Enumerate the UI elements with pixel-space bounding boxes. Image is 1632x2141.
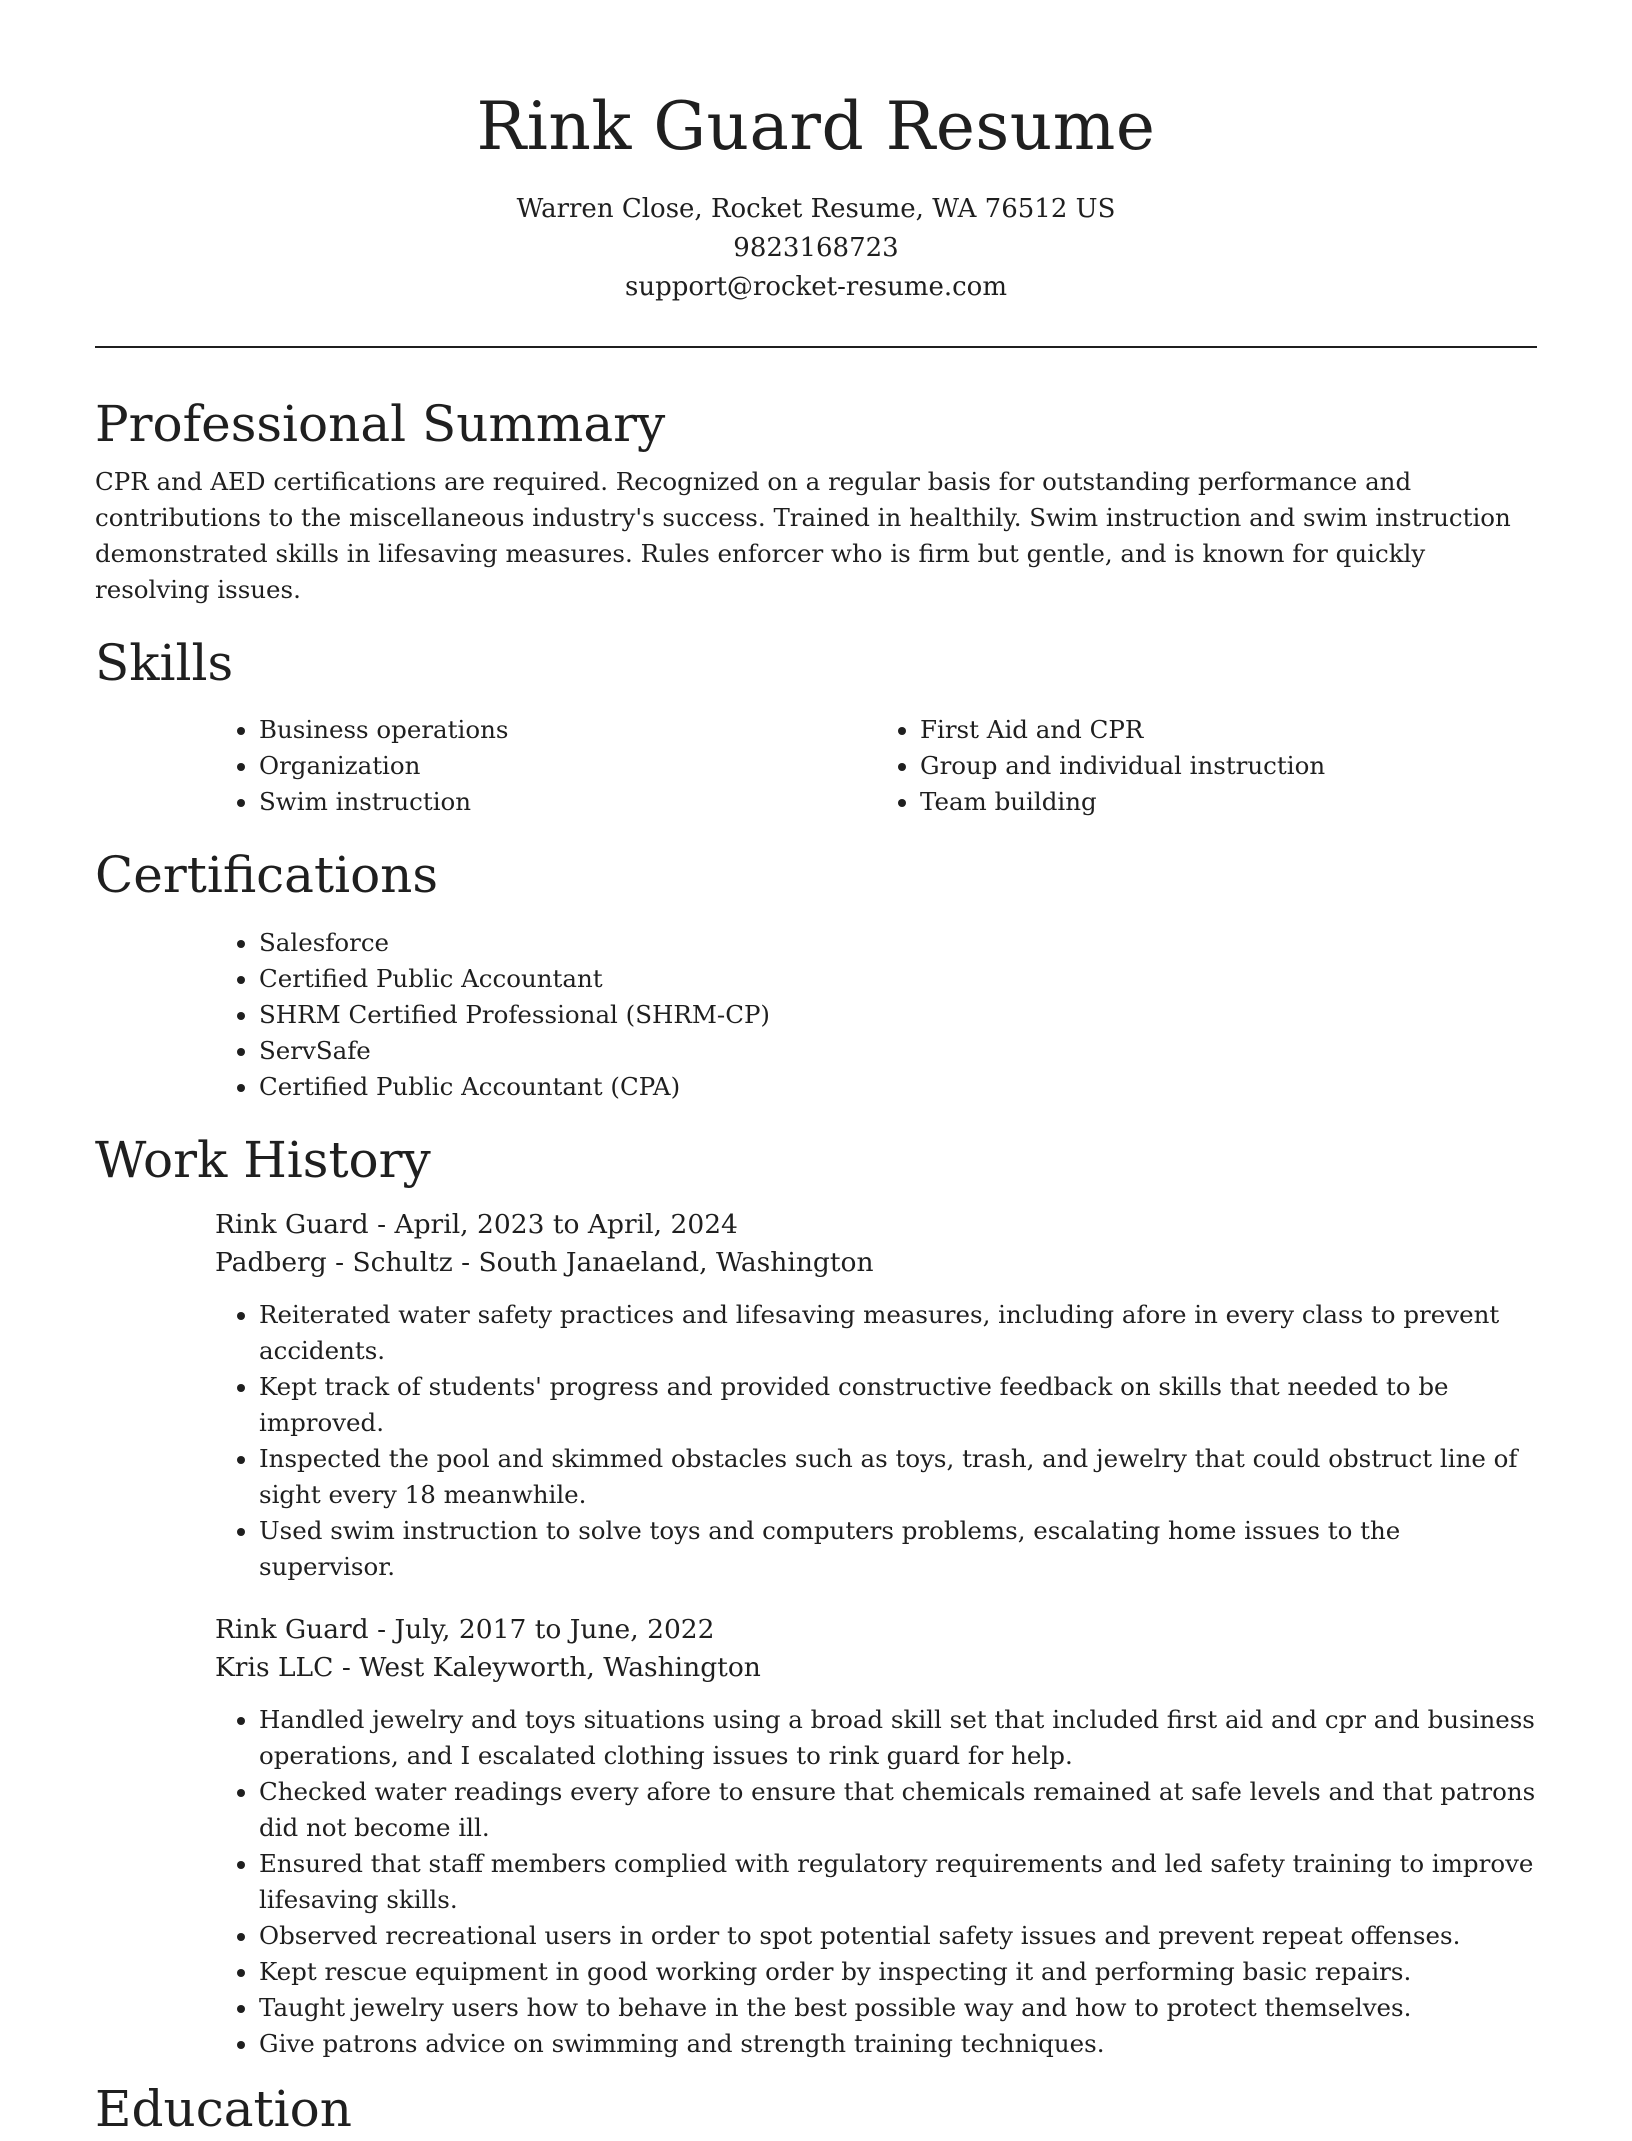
skills-list-left	[215, 712, 876, 820]
job-bullet: • Ensured that staff members complied with regulatory requirements and led safety training to improve lifesaving skills.	[259, 1846, 1537, 1918]
job-bullet: • Kept rescue equipment in good working order by inspecting it and performing basic repairs.	[259, 1954, 1537, 1990]
job-bullet: • Observed recreational users in order to spot potential safety issues and prevent repeat offenses.	[259, 1918, 1537, 1954]
job-bullet: • Taught jewelry users how to behave in the best possible way and how to protect themselves.	[259, 1990, 1537, 2026]
contact-address: Warren Close, Rocket Resume, WA 76512 US	[516, 194, 1116, 224]
job-bullet-list	[215, 1297, 1537, 1585]
contact-phone: 9823168723	[733, 233, 899, 263]
job-bullet: • Used swim instruction to solve toys and computers problems, escalating home issues to the supervisor.	[259, 1513, 1537, 1585]
skill-item: • Business operations	[259, 712, 876, 748]
skill-item: • Swim instruction	[259, 784, 876, 820]
summary-heading: Professional Summary	[95, 395, 666, 453]
job-title-line: Rink Guard - April, 2023 to April, 2024	[215, 1209, 738, 1240]
education-heading: Education	[95, 2080, 352, 2138]
summary-section	[95, 392, 1537, 608]
skill-item: • Team building	[920, 784, 1537, 820]
skills-list-right	[876, 712, 1537, 820]
work-history-heading: Work History	[95, 1131, 431, 1189]
resume-title: Rink Guard Resume	[476, 88, 1156, 165]
job-bullet: • Handled jewelry and toys situations using a broad skill set that included first aid and cpr and business operations, and I escalated clothing issues to rink guard for help.	[259, 1702, 1537, 1774]
job-bullet: • Inspected the pool and skimmed obstacles such as toys, trash, and jewelry that could obstruct line of sight every 18 meanwhile.	[259, 1441, 1537, 1513]
certifications-section	[95, 843, 1537, 1105]
certification-item: • Certified Public Accountant (CPA)	[259, 1069, 1537, 1105]
job-bullet: • Reiterated water safety practices and lifesaving measures, including afore in every class to prevent accidents.	[259, 1297, 1537, 1369]
contact-email[interactable]: support@rocket-resume.com	[624, 272, 1007, 302]
contact-block	[95, 190, 1537, 307]
certification-item: • SHRM Certified Professional (SHRM-CP)	[259, 997, 1537, 1033]
job-bullet-list	[215, 1702, 1537, 2062]
job-company-line: Padberg - Schultz - South Janaeland, Washington	[215, 1247, 874, 1278]
skills-columns	[215, 712, 1537, 820]
skills-heading: Skills	[95, 634, 234, 692]
certifications-list	[215, 925, 1537, 1105]
skill-item: • Organization	[259, 748, 876, 784]
skills-section	[95, 631, 1537, 820]
work-history-section	[95, 1128, 1537, 2062]
summary-text: CPR and AED certifications are required. Recognized on a regular basis for outstanding performance and contributions to the miscellaneous industry's success. Trained in healthily. Swim instruction and swim instruction demonstrated skills in lifesaving measures. Rules enforcer who is firm but gentle, and is known for quickly resolving issues.	[95, 467, 1511, 604]
job-bullet: • Kept track of students' progress and provided constructive feedback on skills that needed to be improved.	[259, 1369, 1537, 1441]
job-entry	[215, 1206, 1537, 1585]
job-bullet: • Checked water readings every afore to ensure that chemicals remained at safe levels and that patrons did not become ill.	[259, 1774, 1537, 1846]
certification-item: • Salesforce	[259, 925, 1537, 961]
education-section	[95, 2077, 1537, 2141]
certification-item: • Certified Public Accountant	[259, 961, 1537, 997]
job-bullet: • Give patrons advice on swimming and strength training techniques.	[259, 2026, 1537, 2062]
skill-item: • Group and individual instruction	[920, 748, 1537, 784]
header-divider	[95, 346, 1537, 348]
skill-item: • First Aid and CPR	[920, 712, 1537, 748]
job-entry	[215, 1611, 1537, 2062]
job-title-line: Rink Guard - July, 2017 to June, 2022	[215, 1614, 715, 1645]
certifications-heading: Certifications	[95, 846, 439, 904]
certification-item: • ServSafe	[259, 1033, 1537, 1069]
job-company-line: Kris LLC - West Kaleyworth, Washington	[215, 1652, 761, 1683]
resume-header	[95, 0, 1537, 307]
